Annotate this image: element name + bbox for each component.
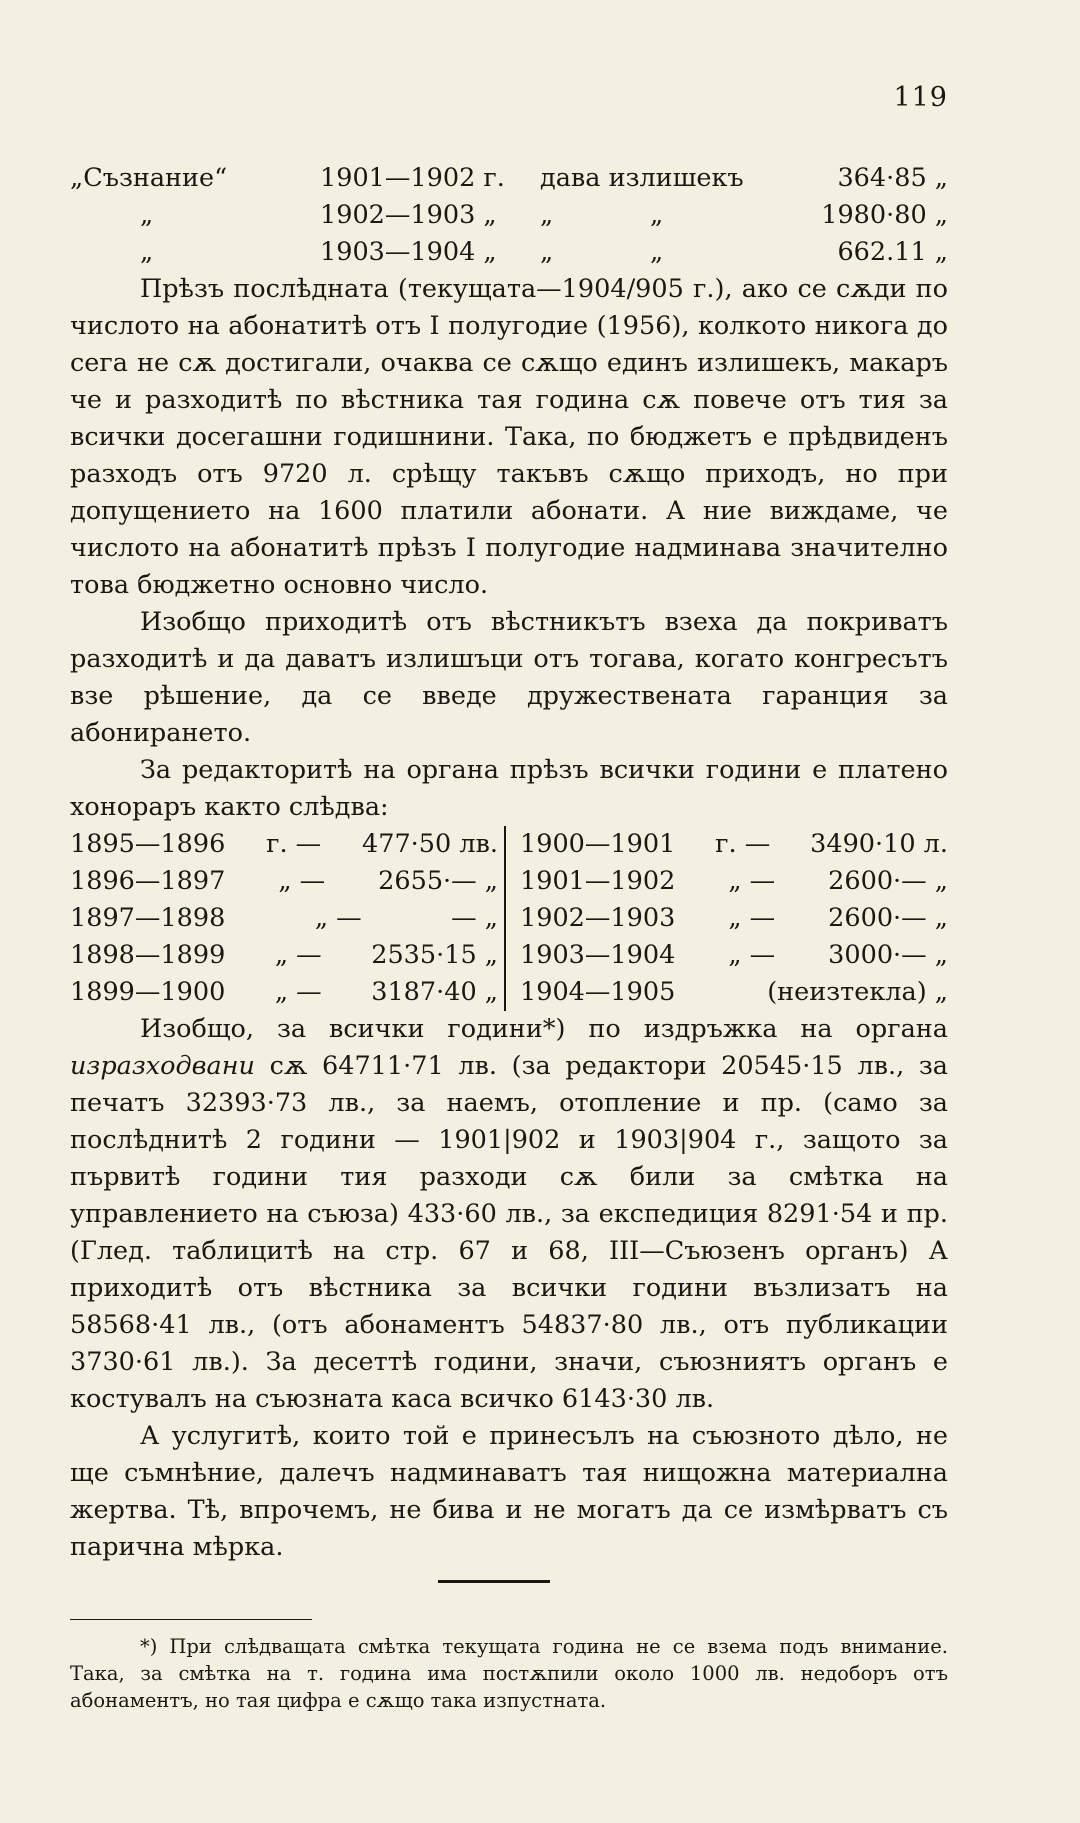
footnote: *) При слѣдващата смѣтка текущата година не се взема подъ внимание. Така, за смѣтка на т. година има постѫпили около 1000 лв. недоборъ отъ абонаментъ, но тая цифра е сѫщо така изпустната. (70, 1635, 948, 1712)
soznanie-amount: 662.11 „ (837, 237, 948, 267)
soznanie-desc: дава излишекъ (540, 163, 744, 193)
soznanie-amount: 1980·80 „ (821, 200, 948, 230)
paragraph-4: Изобщо, за всички години*) по издръжка на органа изразходвани сѫ 64711·71 лв. (за редактори 20545·15 лв., за печатъ 32393·73 лв., за наемъ, отопление и пр. (само за послѣднитѣ 2 години — 1901|902 и 1903|904 г., защото за първитѣ години тия разходи сѫ били за смѣтка на управлението на съюза) 433·60 лв., за експедиция 8291·54 и пр. (Глед. таблицитѣ на стр. 67 и 68, III—Съюзенъ органъ) А приходитѣ отъ вѣстника за всички години възлизатъ на 58568·41 лв., (отъ абонаментъ 54837·80 лв., отъ публикации 3730·61 лв.). За десеттѣ години, значи, съюзниятъ органъ е костувалъ на съюзната каса всичко 6143·30 лв. (70, 1014, 948, 1414)
paragraph-3: За редакторитѣ на органа прѣзъ всички години е платено хонораръ както слѣдва: (70, 755, 948, 822)
section-divider (438, 1580, 550, 1583)
honorarium-row: 1897—1898 „ — — „ (70, 903, 498, 933)
honorarium-table (70, 826, 948, 1011)
honorarium-column-right (506, 826, 948, 1011)
page-number: 119 (893, 82, 948, 113)
honorarium-row: 1899—1900 „ — 3187·40 „ (70, 977, 498, 1007)
honorarium-row: 1898—1899 „ — 2535·15 „ (70, 940, 498, 970)
paragraph-5: А услугитѣ, които той е принесълъ на съюзното дѣло, не ще съмнѣние, далечъ надминаватъ тая нищожна материална жертва. Тѣ, впрочемъ, не бива и не могатъ да се измѣрватъ съ парична мѣрка. (70, 1421, 948, 1562)
soznanie-row (70, 234, 948, 271)
soznanie-name: „ (140, 237, 154, 267)
honorarium-column-left (70, 826, 506, 1011)
soznanie-years: 1901—1902 г. (320, 163, 505, 193)
honorarium-row: 1901—1902 „ — 2600·— „ (520, 866, 948, 896)
honorarium-row: 1900—1901 г. — 3490·10 л. (520, 829, 948, 859)
soznanie-name: „Съзнание“ (70, 163, 228, 193)
honorarium-row: 1896—1897 „ — 2655·— „ (70, 866, 498, 896)
soznanie-name: „ (140, 200, 154, 230)
soznanie-years: 1902—1903 „ (320, 200, 497, 230)
soznanie-desc: „ „ (540, 237, 664, 267)
soznanie-years: 1903—1904 „ (320, 237, 497, 267)
paragraph-2: Изобщо приходитѣ отъ вѣстникътъ взеха да покриватъ разходитѣ и да даватъ излишъци отъ тогава, когато конгресътъ взе рѣшение, да се введе дружествената гаранция за абонирането. (70, 607, 948, 748)
page-body (70, 160, 948, 1566)
honorarium-row: 1904—1905 (неизтекла) „ (520, 977, 948, 1007)
paragraph-1: Прѣзъ послѣдната (текущата—1904/905 г.), ако се сѫди по числото на абонатитѣ отъ I полугодие (1956), колкото никога до сега не сѫ достигали, очаква се сѫщо единъ излишекъ, макаръ че и разходитѣ по вѣстника тая година сѫ повече отъ тия за всички досегашни годишнини. Така, по бюджетъ е прѣдвиденъ разходъ отъ 9720 л. срѣщу такъвъ сѫщо приходъ, но при допущението на 1600 платили абонати. А ние виждаме, че числото на абонатитѣ прѣзъ I полугодие надминава значително това бюджетно основно число. (70, 274, 948, 600)
soznanie-row (70, 160, 948, 197)
soznanie-row (70, 197, 948, 234)
honorarium-row: 1895—1896 г. — 477·50 лв. (70, 829, 498, 859)
honorarium-row: 1902—1903 „ — 2600·— „ (520, 903, 948, 933)
soznanie-table (70, 160, 948, 271)
soznanie-amount: 364·85 „ (837, 163, 948, 193)
soznanie-desc: „ „ (540, 200, 664, 230)
italic-word: изразходвани (70, 1051, 255, 1081)
footnote-rule (70, 1619, 312, 1620)
honorarium-row: 1903—1904 „ — 3000·— „ (520, 940, 948, 970)
